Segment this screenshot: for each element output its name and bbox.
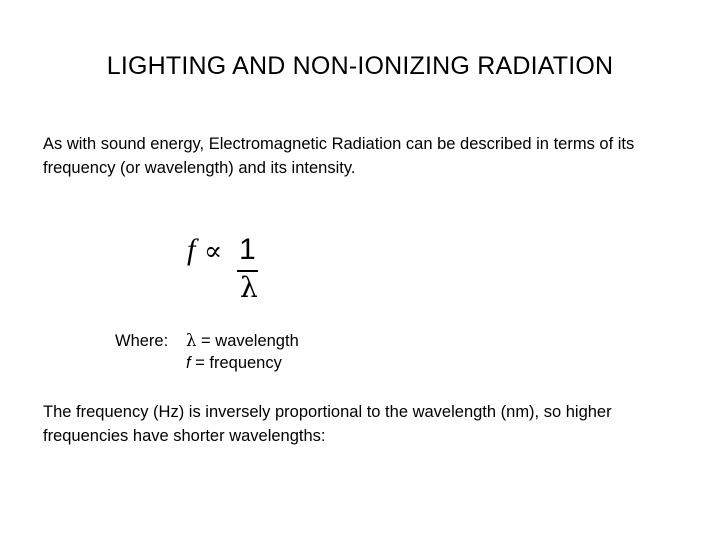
intro-paragraph: As with sound energy, Electromagnetic Radiation can be described in terms of its frequency (or wavelength) and its intensity. [43,135,635,177]
frequency-definition: = frequency [190,354,282,372]
frequency-symbol: f [186,354,191,372]
definitions-label: Where: [115,332,169,350]
definition-row-frequency [115,352,299,374]
wavelength-definition: = wavelength [196,332,299,350]
slide-title: LIGHTING AND NON-IONIZING RADIATION [106,52,614,80]
formula-frequency-symbol: f [187,233,196,266]
formula-denominator: λ [240,271,258,304]
formula-numerator: 1 [237,230,258,272]
formula-proportional-symbol: ∝ [204,236,223,267]
definition-row-wavelength [115,330,299,352]
conclusion-paragraph: The frequency (Hz) is inversely proportional to the wavelength (nm), so higher frequencies have shorter wavelengths: [43,403,612,445]
proportionality-formula [187,230,307,310]
definitions-block [115,330,299,374]
wavelength-symbol: λ [186,331,197,350]
